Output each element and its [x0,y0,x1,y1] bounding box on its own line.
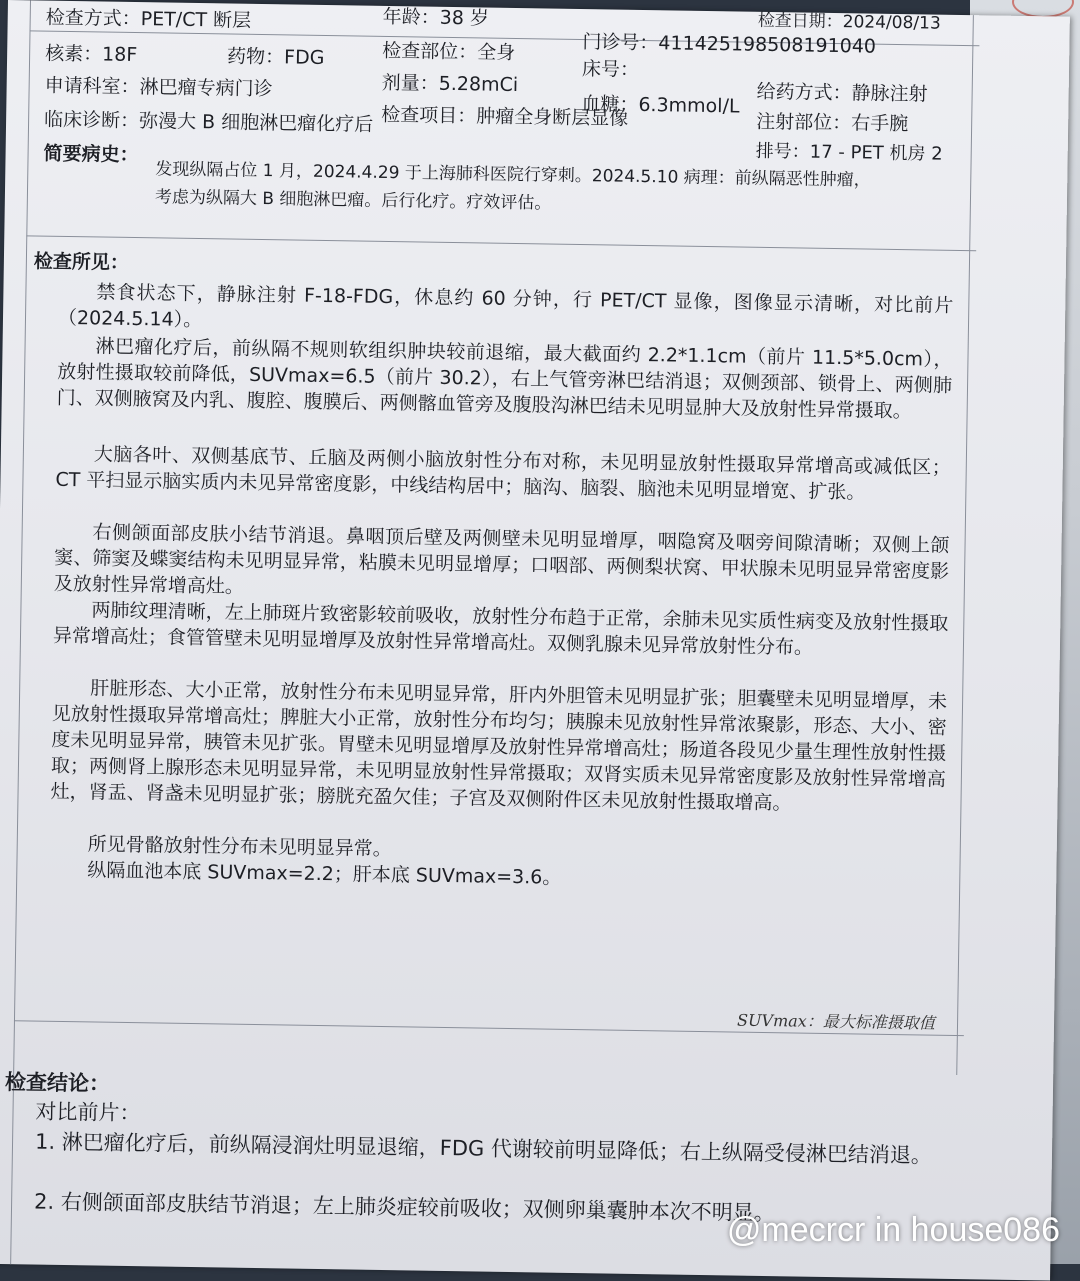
bed-number: 床号： [581,58,640,81]
frame-divider-findings [26,235,976,251]
clinic-number: 门诊号：411425198508191040 [582,31,877,58]
history-line-1: 发现纵隔占位 1 月，2024.4.29 于上海肺科医院行穿刺。2024.5.10 病理：前纵隔恶性肿瘤， [155,159,871,191]
patient-age: 年龄：38 岁 [382,5,490,30]
conclusion-intro: 对比前片： [35,1099,141,1126]
findings-paragraph-7: 所见骨骼放射性分布未见明显异常。 [87,833,392,861]
nuclide: 核素：18F [44,42,138,67]
watermark: @mecrcr in house086 [726,1211,1060,1249]
findings-paragraph-5: 两肺纹理清晰，左上肺斑片致密影较前吸收，放射性分布趋于正常，余肺未见实质性病变及放射性摄取异常增高灶；食管管壁未见明显增厚及放射性异常增高灶。双侧乳腺未见异常放射性分布。 [52,599,949,659]
findings-paragraph-4: 右侧颌面部皮肤小结节消退。鼻咽顶后壁及两侧壁未见明显增厚，咽隐窝及咽旁间隙清晰；双侧上颌窦、筛窦及蝶窦结构未见明显异常，粘膜未见明显增厚；口咽部、两侧梨状窝、甲状腺未见明显异常密度影及放射性异常增高灶。 [53,521,950,598]
findings-paragraph-3: 大脑各叶、双侧基底节、丘脑及两侧小脑放射性分布对称，未见明显放射性摄取异常增高或减低区；CT 平扫显示脑实质内未见异常密度影，中线结构居中；脑沟、脑裂、脑池未见明显增宽、扩张。 [55,443,951,504]
queue-number: 排号：17 - PET 机房 2 [755,140,943,165]
exam-item: 检查项目：肿瘤全身断层显像 [381,103,629,130]
findings-paragraph-2: 淋巴瘤化疗后，前纵隔不规则软组织肿块较前退缩，最大截面约 2.2*1.1cm（前片 11.5*5.0cm），放射性摄取较前降低，SUVmax=6.5（前片 30.2），右上气管旁淋巴结消退；双侧颈部、锁骨上、两侧肺门、双侧腋窝及内乳、腹腔、腹膜后、两侧髂血管旁及腹股沟淋巴结未见明显肿大及放射性异常摄取。 [56,335,953,423]
blood-sugar: 血糖：6.3mmol/L [581,93,740,118]
dose: 剂量：5.28mCi [381,71,519,97]
history-line-2: 考虑为纵隔大 B 细胞淋巴瘤。后行化疗。疗效评估。 [154,187,552,214]
findings-label: 检查所见： [33,250,130,274]
conclusion-label: 检查结论： [4,1070,111,1096]
conclusion-item-2: 2. 右侧颌面部皮肤结节消退；左上肺炎症较前吸收；双侧卵巢囊肿本次不明显。 [33,1189,775,1226]
inject-site: 注射部位：右手腕 [756,110,909,136]
exam-date: 检查日期：2024/08/13 [757,10,941,34]
history-label: 简要病史： [43,142,139,167]
clinical-diagnosis: 临床诊断：弥漫大 B 细胞淋巴瘤化疗后 [43,108,374,136]
frame-right-line [956,15,974,1075]
conclusion-item-1: 1. 淋巴瘤化疗后，前纵隔浸润灶明显退缩，FDG 代谢较前明显降低；右上纵隔受侵淋巴结消退。 [34,1129,933,1168]
findings-paragraph-8: 纵隔血池本底 SUVmax=2.2；肝本底 SUVmax=3.6。 [87,859,562,889]
admin-method: 给药方式：静脉注射 [756,80,928,106]
findings-paragraph-6: 肝脏形态、大小正常，放射性分布未见明显异常，肝内外胆管未见明显扩张；胆囊壁未见明显增厚，未见放射性摄取异常增高灶；脾脏大小正常，放射性分布均匀；胰腺未见放射性异常浓聚影，形态、大小、密度未见明显异常，胰管未见扩张。胃壁未见明显增厚及放射性异常增高灶；肠道各段见少量生理性放射性摄取；两侧肾上腺形态未见明显异常，未见明显放射性异常摄取；双肾实质未见异常密度影及放射性异常增高灶，肾盂、肾盏未见明显扩张；膀胱充盈欠佳；子宫及双侧附件区未见放射性摄取增高。 [50,677,948,815]
findings-paragraph-1: 禁食状态下，静脉注射 F-18-FDG，休息约 60 分钟，行 PET/CT 显像，图像显示清晰，对比前片（2024.5.14）。 [57,281,954,332]
exam-part: 检查部位：全身 [382,39,516,64]
suvmax-note: SUVmax：最大标准摄取值 [736,1010,935,1033]
drug: 药物：FDG [226,45,325,69]
department: 申请科室：淋巴瘤专病门诊 [44,74,273,101]
exam-method: 检查方式：PET/CT 断层 [45,6,252,32]
